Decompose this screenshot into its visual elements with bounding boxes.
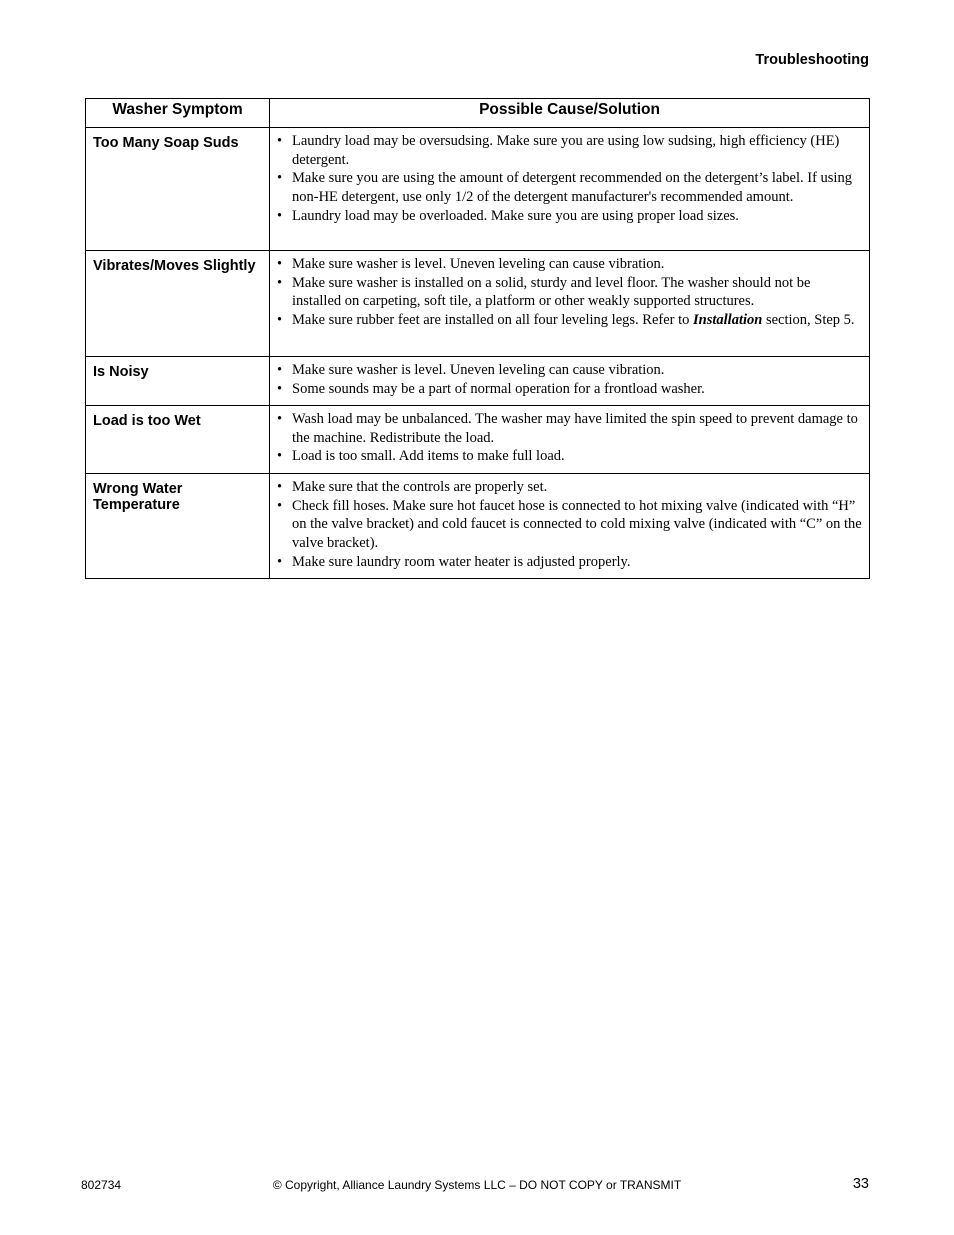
list-item: • Laundry load may be overloaded. Make sure you are using proper load sizes.	[292, 207, 863, 226]
page-number: 33	[852, 1176, 869, 1192]
solution-list	[274, 410, 863, 466]
solution-list	[274, 255, 863, 330]
document-number: 802734	[81, 1178, 122, 1192]
solution-list	[274, 361, 863, 398]
section-header: Troubleshooting	[755, 52, 869, 68]
list-item: • Check fill hoses. Make sure hot faucet hose is connected to hot mixing valve (indicated with “H” on the valve bracket) and cold faucet is connected to cold mixing valve (indicated with “C” on the valve bracket).	[292, 497, 863, 553]
symptom-cell: Wrong Water Temperature	[86, 474, 270, 579]
list-item: • Make sure that the controls are properly set.	[292, 478, 863, 497]
list-item: • Make sure laundry room water heater is adjusted properly.	[292, 553, 863, 572]
solution-cell	[270, 128, 870, 251]
list-item: • Make sure washer is level. Uneven leveling can cause vibration.	[292, 361, 863, 380]
table-header-row	[86, 99, 870, 128]
solution-cell	[270, 406, 870, 474]
table-row	[86, 251, 870, 357]
list-item: • Some sounds may be a part of normal operation for a frontload washer.	[292, 380, 863, 399]
troubleshooting-table	[85, 98, 870, 579]
copyright-notice: © Copyright, Alliance Laundry Systems LLC – DO NOT COPY or TRANSMIT	[272, 1178, 682, 1192]
list-item: • Load is too small. Add items to make full load.	[292, 447, 863, 466]
list-item-text: Make sure rubber feet are installed on all four leveling legs. Refer to	[292, 312, 694, 329]
list-item	[292, 311, 863, 330]
solution-cell	[270, 357, 870, 406]
symptom-cell: Vibrates/Moves Slightly	[86, 251, 270, 357]
column-header-symptom: Washer Symptom	[86, 99, 270, 128]
column-header-solution: Possible Cause/Solution	[270, 99, 870, 128]
symptom-cell: Load is too Wet	[86, 406, 270, 474]
list-item-text: section, Step 5.	[762, 312, 855, 329]
table-row	[86, 406, 870, 474]
list-item: • Wash load may be unbalanced. The washer may have limited the spin speed to prevent damage to the machine. Redistribute the load.	[292, 410, 863, 447]
table-row	[86, 357, 870, 406]
list-item: • Laundry load may be oversudsing. Make sure you are using low sudsing, high efficiency (HE) detergent.	[292, 132, 863, 169]
table-row	[86, 474, 870, 579]
list-item: • Make sure washer is level. Uneven leveling can cause vibration.	[292, 255, 863, 274]
installation-reference: Installation	[693, 312, 763, 329]
table-row	[86, 128, 870, 251]
symptom-cell: Is Noisy	[86, 357, 270, 406]
list-item: • Make sure washer is installed on a solid, sturdy and level floor. The washer should not be installed on carpeting, soft tile, a platform or other weakly supported structures.	[292, 274, 863, 311]
solution-cell	[270, 251, 870, 357]
solution-cell	[270, 474, 870, 579]
list-item: • Make sure you are using the amount of detergent recommended on the detergent’s label. If using non-HE detergent, use only 1/2 of the detergent manufacturer's recommended amount.	[292, 169, 863, 206]
solution-list	[274, 132, 863, 226]
symptom-cell: Too Many Soap Suds	[86, 128, 270, 251]
solution-list	[274, 478, 863, 572]
